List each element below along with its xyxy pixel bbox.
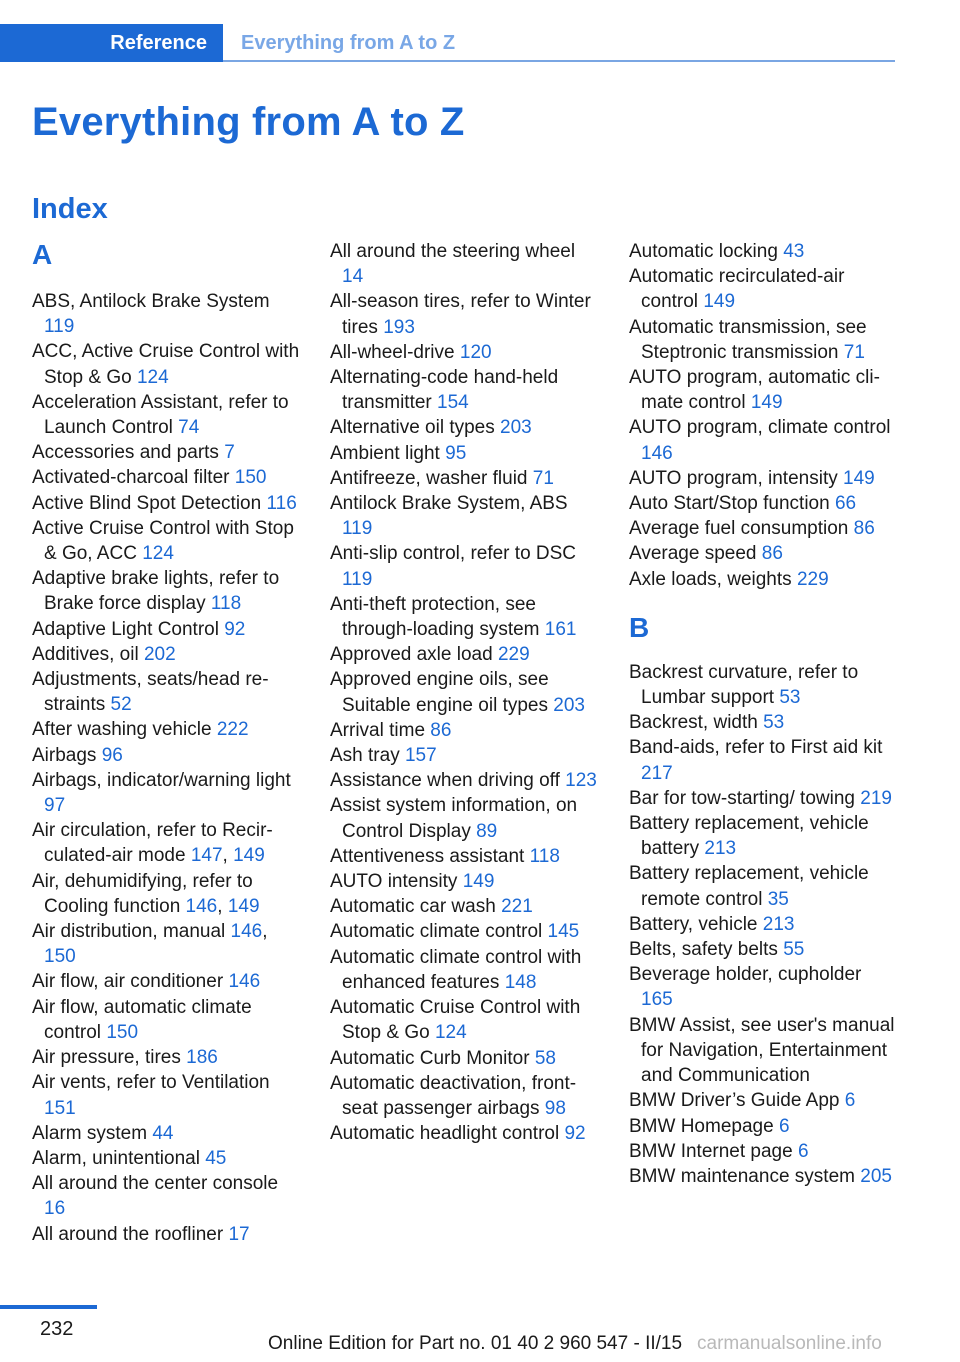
index-entry <box>330 919 598 944</box>
page-reference-link[interactable]: 71 <box>843 341 865 363</box>
index-entry <box>32 617 300 642</box>
page-reference-link[interactable]: 95 <box>445 442 467 464</box>
index-entry-term: Battery, vehicle <box>629 913 758 935</box>
section-tab[interactable] <box>0 24 223 62</box>
page-reference-link[interactable]: 17 <box>228 1223 250 1245</box>
page-reference-link[interactable]: 58 <box>534 1047 556 1069</box>
page-reference-link[interactable]: 217 <box>641 762 673 784</box>
index-entry-term: Approved engine oils, see Suitable engine oil types <box>330 669 549 716</box>
index-entry <box>629 660 897 710</box>
index-entry-term: Alternative oil types <box>330 417 495 439</box>
index-entry <box>629 861 897 911</box>
index-entry <box>32 1171 300 1221</box>
index-entry <box>330 743 598 768</box>
page-reference-link[interactable]: 124 <box>434 1022 467 1044</box>
page-reference-link[interactable]: 203 <box>500 417 532 439</box>
page-reference-link[interactable]: 149 <box>750 392 783 414</box>
index-entry <box>32 969 300 994</box>
index-entry <box>32 667 300 717</box>
section-tab-label: Reference <box>110 31 207 54</box>
index-entry: Air distribution, manual 146, 150 <box>32 921 268 968</box>
index-entry-term: Ash tray <box>330 745 400 767</box>
index-entry-term: Air vents, refer to Ventilation <box>32 1072 270 1094</box>
index-letter-a: A <box>32 239 53 270</box>
index-entry <box>330 239 598 289</box>
index-entry-term: BMW Assist, see user's manual for Navigation, Entertainment and Communication <box>629 1014 895 1087</box>
index-entry <box>629 786 897 811</box>
page-reference-link[interactable]: 165 <box>641 989 673 1011</box>
page-reference-link[interactable]: 148 <box>504 971 537 993</box>
page-reference-link[interactable]: 92 <box>564 1123 586 1145</box>
page-reference-link[interactable]: 119 <box>342 568 373 590</box>
index-entry-term: Arrival time <box>330 719 426 741</box>
index-entry-term: Alarm system <box>32 1122 148 1144</box>
index-entry-term: Approved axle load <box>330 644 493 666</box>
page-reference-link[interactable]: 213 <box>704 838 737 860</box>
index-entry <box>330 592 598 642</box>
index-entry <box>330 1071 598 1121</box>
page-reference-link[interactable]: 149 <box>233 845 265 867</box>
index-column-1 <box>32 239 300 1247</box>
page-reference-link[interactable]: 53 <box>763 712 785 734</box>
index-entry-term: Backrest curvature, refer to Lumbar support <box>629 661 859 709</box>
index-entry <box>32 717 300 742</box>
index-entry-term: All around the steering wheel <box>330 241 576 262</box>
page-reference-link[interactable]: 92 <box>224 618 246 640</box>
index-entry <box>629 811 897 861</box>
index-entry <box>629 1139 897 1164</box>
index-column-3 <box>629 239 897 1189</box>
index-entry: Air, dehumidifying, refer to Cooling function 146, 149 <box>32 870 260 917</box>
index-entry-term: Assist system information, on Control Display <box>330 795 578 842</box>
watermark: carmanualsonline.info <box>697 1333 882 1354</box>
page-reference-link[interactable]: 53 <box>779 687 801 709</box>
index-entry-term: All around the center console <box>32 1173 279 1195</box>
index-entry-term: Accessories and parts <box>32 442 219 464</box>
page-reference-link[interactable]: 6 <box>778 1115 790 1137</box>
index-entry <box>330 718 598 743</box>
index-entry: Air circulation, refer to Recirculated-air mode 147, 149 <box>32 820 273 867</box>
index-entry-term: Axle loads, weights <box>629 568 792 590</box>
index-entry <box>629 1013 897 1089</box>
index-entry <box>629 415 897 465</box>
index-entry-term: Acceleration Assistant, refer to Launch Control <box>32 391 289 439</box>
index-entry <box>330 441 598 466</box>
page-reference-link[interactable]: 149 <box>703 291 736 313</box>
index-entry <box>330 667 598 717</box>
index-entry <box>629 466 897 491</box>
index-column-2 <box>330 239 598 1146</box>
index-entry-term: Automatic climate control with enhanced features <box>330 946 582 993</box>
index-entry <box>629 962 897 1012</box>
index-entry <box>32 440 300 465</box>
page-reference-link[interactable]: 123 <box>565 770 597 792</box>
index-entry-term: BMW maintenance system <box>629 1165 855 1187</box>
page-reference-link[interactable]: 157 <box>404 745 437 767</box>
header-divider <box>223 60 895 62</box>
index-entry <box>32 566 300 616</box>
page-reference-link[interactable]: 55 <box>783 939 805 961</box>
index-entry-term: Average speed <box>629 543 757 565</box>
page-reference-link[interactable]: 222 <box>216 719 249 741</box>
index-entry <box>330 894 598 919</box>
index-entry <box>629 516 897 541</box>
index-entry-term: Air circulation, refer to Recirculated-air mode <box>32 820 273 867</box>
index-entry <box>32 289 300 339</box>
index-entry-term: Band-aids, refer to First aid kit <box>629 737 883 759</box>
page-reference-link[interactable]: 118 <box>529 845 560 867</box>
index-entry <box>629 710 897 735</box>
index-entry <box>629 567 897 592</box>
index-entry <box>330 340 598 365</box>
index-entry-term: Alternating-code hand-held transmitter <box>330 367 559 414</box>
index-entry <box>629 937 897 962</box>
index-entry-term: Average fuel consumption <box>629 518 849 540</box>
index-entry-term: Automatic deactivation, front-seat passenger airbags <box>330 1072 577 1119</box>
index-entry-term: Additives, oil <box>32 643 139 665</box>
index-entry <box>32 491 300 516</box>
page-reference-link[interactable]: 7 <box>224 442 235 464</box>
index-entry-term: All-wheel-drive <box>330 341 455 363</box>
index-entry <box>330 844 598 869</box>
page-reference-link[interactable]: 74 <box>178 417 200 439</box>
index-entry-term: Automatic Cruise Control with Stop & Go <box>330 997 581 1044</box>
index-entry <box>32 1146 300 1171</box>
index-entry <box>330 1121 598 1146</box>
page-reference-link[interactable]: 119 <box>44 316 75 338</box>
footer-accent-bar <box>0 1305 97 1309</box>
index-entry-term: Antilock Brake System, ABS <box>330 493 568 515</box>
index-entry-term: Automatic Curb Monitor <box>330 1047 530 1069</box>
index-entry-term: Air flow, automatic climate control <box>32 996 252 1043</box>
index-entry <box>32 339 300 389</box>
index-entry <box>629 315 897 365</box>
page-header <box>0 24 895 62</box>
index-entry-term: AUTO intensity <box>330 871 458 893</box>
index-entry <box>32 516 300 566</box>
index-entry <box>330 365 598 415</box>
page-reference-link[interactable]: 86 <box>761 543 783 565</box>
index-entry-term: Automatic climate control <box>330 921 543 943</box>
index-entry-term: Adjustments, seats/head restraints <box>32 669 269 716</box>
page-reference-link[interactable]: 124 <box>136 366 169 388</box>
index-entry-term: Air flow, air conditioner <box>32 971 224 993</box>
index-entry-term: Activated-charcoal filter <box>32 467 230 489</box>
index-entry <box>330 491 598 541</box>
index-entry-term: Anti-slip control, refer to DSC <box>330 543 577 565</box>
page-reference-link[interactable]: 146 <box>228 971 261 993</box>
page-reference-link[interactable]: 146 <box>185 895 218 917</box>
page-reference-link[interactable]: 149 <box>843 467 875 489</box>
page-reference-link[interactable]: 14 <box>342 266 364 288</box>
page-reference-link[interactable]: 193 <box>383 316 415 338</box>
index-entry <box>330 995 598 1045</box>
index-entry-term: Auto Start/Stop function <box>629 493 830 515</box>
page-reference-link[interactable]: 52 <box>110 694 132 716</box>
page-reference-link[interactable]: 146 <box>230 921 263 943</box>
index-entry-term: Ambient light <box>330 442 440 464</box>
index-entry <box>32 1222 300 1247</box>
page-reference-link[interactable]: 44 <box>152 1122 174 1144</box>
page-title: Everything from A to Z <box>32 100 465 144</box>
index-entry <box>330 466 598 491</box>
page-reference-link[interactable]: 229 <box>796 568 829 590</box>
page-reference-link[interactable]: 154 <box>437 392 469 414</box>
index-entry-term: Backrest, width <box>629 712 758 734</box>
index-entry-term: AUTO program, automatic climate control <box>629 367 880 414</box>
index-entry <box>629 735 897 785</box>
index-entry-term: Anti-theft protection, see through-loading system <box>330 593 540 641</box>
index-entry-term: All around the roofliner <box>32 1223 224 1245</box>
index-entry-term: Automatic car wash <box>330 896 496 918</box>
page-reference-link[interactable]: 6 <box>844 1090 856 1112</box>
index-entry <box>330 642 598 667</box>
index-entry-term: Alarm, unintentional <box>32 1147 200 1169</box>
index-entry <box>629 1088 897 1113</box>
page-reference-link[interactable]: 45 <box>205 1147 227 1169</box>
index-entry <box>629 541 897 566</box>
index-entry <box>629 1114 897 1139</box>
index-entry <box>629 264 897 314</box>
page-reference-link[interactable]: 66 <box>834 493 857 515</box>
index-entry-term: Automatic headlight control <box>330 1123 560 1145</box>
page-reference-link[interactable]: 150 <box>44 946 76 968</box>
index-entry <box>330 945 598 995</box>
page-number: 232 <box>40 1318 74 1340</box>
page-reference-link[interactable]: 161 <box>544 619 577 641</box>
breadcrumb: Everything from A to Z <box>241 32 456 54</box>
page-reference-link[interactable]: 89 <box>476 820 498 842</box>
page-reference-link[interactable]: 116 <box>266 492 297 514</box>
index-entry <box>32 1121 300 1146</box>
index-letter-b: B <box>629 611 650 643</box>
index-entry-term: Belts, safety belts <box>629 939 778 961</box>
page-reference-link[interactable]: 147 <box>190 845 223 867</box>
page-reference-link[interactable]: 145 <box>547 921 580 943</box>
page-reference-link[interactable]: 149 <box>462 871 495 893</box>
index-heading: Index <box>32 193 108 225</box>
index-entry <box>330 289 598 339</box>
page-reference-link[interactable]: 229 <box>497 644 530 666</box>
index-entry-term: Beverage holder, cupholder <box>629 964 862 986</box>
page-reference-link[interactable]: 149 <box>227 895 260 917</box>
index-entry <box>32 995 300 1045</box>
index-entry-term: Active Blind Spot Detection <box>32 492 262 514</box>
index-entry-term: BMW Homepage <box>629 1115 774 1137</box>
page-reference-link[interactable]: 205 <box>860 1165 892 1187</box>
index-entry-term: Airbags <box>32 744 97 766</box>
page-reference-link[interactable]: 213 <box>762 913 795 935</box>
page-reference-link[interactable]: 202 <box>143 643 176 665</box>
index-entry-term: Air, dehumidifying, refer to Cooling function <box>32 870 253 917</box>
index-entry <box>330 415 598 440</box>
page-reference-link[interactable]: 16 <box>44 1198 66 1220</box>
index-entry <box>32 390 300 440</box>
index-entry-term: Attentiveness assistant <box>330 845 525 867</box>
index-entry-term: Air pressure, tires <box>32 1047 181 1069</box>
page-reference-link[interactable]: 186 <box>186 1047 218 1069</box>
index-entry-term: Bar for tow-starting/ towing <box>629 787 855 809</box>
index-entry <box>32 1045 300 1070</box>
index-entry-term: BMW Driver’s Guide App <box>629 1090 840 1112</box>
edition-note: Online Edition for Part no. 01 40 2 960 547 - II/15 <box>268 1333 683 1354</box>
page-reference-link[interactable]: 97 <box>44 795 66 817</box>
page-reference-link[interactable]: 118 <box>210 593 242 615</box>
page-reference-link[interactable]: 6 <box>797 1140 809 1162</box>
index-entry-term: Active Cruise Control with Stop & Go, ACC <box>32 517 294 565</box>
page-reference-link[interactable]: 35 <box>767 888 789 910</box>
index-entry-term: AUTO program, intensity <box>629 467 838 489</box>
page-reference-link[interactable]: 119 <box>342 518 373 540</box>
page-reference-link[interactable]: 96 <box>101 744 123 766</box>
index-entry <box>330 768 598 793</box>
index-entry <box>629 912 897 937</box>
index-entry <box>330 793 598 843</box>
index-entry <box>32 642 300 667</box>
index-entry-term: Assistance when driving off <box>330 770 560 792</box>
index-entry <box>330 541 598 591</box>
page-reference-link[interactable]: 151 <box>44 1097 76 1119</box>
index-entry <box>330 869 598 894</box>
page-reference-link[interactable]: 221 <box>501 896 533 918</box>
index-entry <box>32 743 300 768</box>
page-reference-link[interactable]: 219 <box>860 787 892 809</box>
index-entry <box>629 239 897 264</box>
page-reference-link[interactable]: 98 <box>544 1097 566 1119</box>
page-reference-link[interactable]: 86 <box>853 518 875 540</box>
index-entry-term: Battery replacement, vehicle battery <box>629 813 869 860</box>
index-entry-term: Battery replacement, vehicle remote control <box>629 863 869 910</box>
page-reference-link[interactable]: 120 <box>459 341 492 363</box>
index-entry-term: BMW Internet page <box>629 1140 793 1162</box>
index-entry-term: Antifreeze, washer fluid <box>330 467 528 489</box>
page-reference-link[interactable]: 150 <box>234 467 267 489</box>
index-entry-term: After washing vehicle <box>32 719 212 741</box>
index-entry-term: Adaptive Light Control <box>32 618 219 640</box>
index-entry <box>629 1164 897 1189</box>
index-entry-term: ACC, Active Cruise Control with Stop & Go <box>32 341 300 388</box>
index-entry <box>32 1070 300 1120</box>
index-entry-term: Airbags, indicator/warning light <box>32 769 291 791</box>
index-entry <box>629 491 897 516</box>
index-entry <box>32 465 300 490</box>
index-entry-term: AUTO program, climate control <box>629 417 891 439</box>
index-entry-term: Air distribution, manual <box>32 921 226 943</box>
index-entry-term: All-season tires, refer to Winter tires <box>330 291 591 338</box>
page-reference-link[interactable]: 43 <box>783 241 805 262</box>
page-reference-link[interactable]: 146 <box>641 442 673 464</box>
index-entry-term: Adaptive brake lights, refer to Brake force display <box>32 568 280 615</box>
page-reference-link[interactable]: 124 <box>142 543 174 565</box>
page-reference-link[interactable]: 150 <box>106 1021 139 1043</box>
page-reference-link[interactable]: 86 <box>430 719 452 741</box>
index-entry-term: Automatic locking <box>629 241 778 262</box>
index-entry <box>330 1046 598 1071</box>
index-entry <box>629 365 897 415</box>
page-reference-link[interactable]: 71 <box>532 467 554 489</box>
index-entry-term: Automatic recirculated-air control <box>629 266 845 313</box>
index-entry <box>32 768 300 818</box>
page-reference-link[interactable]: 203 <box>553 694 585 716</box>
index-entry-term: ABS, Antilock Brake System <box>32 291 270 312</box>
index-entry-term: Automatic transmission, see Steptronic transmission <box>629 316 867 363</box>
